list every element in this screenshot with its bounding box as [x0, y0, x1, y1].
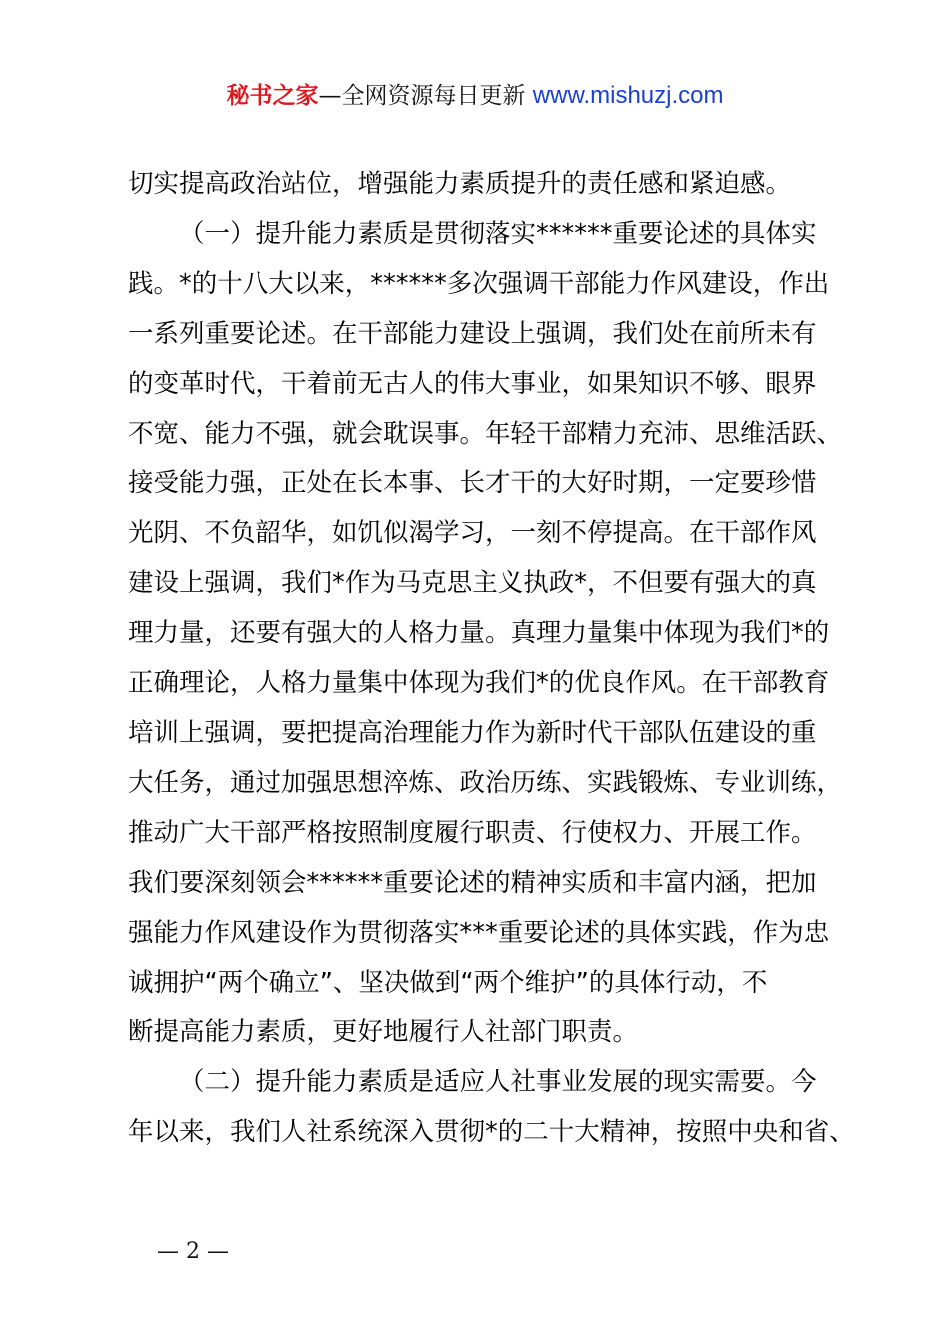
text-line: 诚拥护“两个确立”、坚决做到“两个维护”的具体行动，不 — [128, 967, 768, 998]
page-number: — 2 — — [157, 1239, 229, 1264]
text-line: 大任务，通过加强思想淬炼、政治历练、实践锻炼、专业训练， — [128, 767, 843, 798]
text-line: 践。*的十八大以来，******多次强调干部能力作风建设，作出 — [128, 268, 830, 299]
text-line: （二）提升能力素质是适应人社事业发展的现实需要。今 — [179, 1067, 817, 1098]
text-line: 接受能力强，正处在长本事、长才干的大好时期，一定要珍惜 — [128, 468, 817, 499]
text-line: 的变革时代，干着前无古人的伟大事业，如果知识不够、眼界 — [128, 368, 817, 399]
text-line: 培训上强调，要把提高治理能力作为新时代干部队伍建设的重 — [128, 717, 817, 748]
site-url-link[interactable]: www.mishuzj.com — [532, 82, 724, 109]
text-line: 建设上强调，我们*作为马克思主义执政*，不但要有强大的真 — [128, 568, 817, 599]
document-body — [128, 160, 855, 1158]
site-slogan: —全网资源每日更新 — [318, 83, 526, 109]
site-name: 秘书之家 — [226, 83, 319, 109]
text-line: 推动广大干部严格按照制度履行职责、行使权力、开展工作。 — [128, 817, 817, 848]
text-line: 光阴、不负韶华，如饥似渴学习，一刻不停提高。在干部作风 — [128, 518, 817, 549]
text-line: 年以来，我们人社系统深入贯彻*的二十大精神，按照中央和省、 — [128, 1117, 855, 1148]
text-line: 正确理论，人格力量集中体现为我们*的优良作风。在干部教育 — [128, 668, 830, 699]
text-line: 我们要深刻领会******重要论述的精神实质和丰富内涵，把加 — [128, 867, 817, 898]
paragraph-3 — [128, 1058, 855, 1158]
paragraph-2 — [128, 210, 843, 1058]
text-line: 理力量，还要有强大的人格力量。真理力量集中体现为我们*的 — [128, 618, 830, 649]
text-line: 一系列重要论述。在干部能力建设上强调，我们处在前所未有 — [128, 318, 817, 349]
site-header — [0, 78, 950, 114]
paragraph-1 — [128, 160, 832, 210]
text-line: （一）提升能力素质是贯彻落实******重要论述的具体实 — [179, 218, 817, 249]
text-line: 切实提高政治站位，增强能力素质提升的责任感和紧迫感。 — [128, 169, 792, 199]
text-line: 断提高能力素质，更好地履行人社部门职责。 — [128, 1017, 639, 1048]
text-line: 不宽、能力不强，就会耽误事。年轻干部精力充沛、思维活跃、 — [128, 418, 843, 449]
text-line: 强能力作风建设作为贯彻落实***重要论述的具体实践，作为忠 — [128, 917, 830, 948]
